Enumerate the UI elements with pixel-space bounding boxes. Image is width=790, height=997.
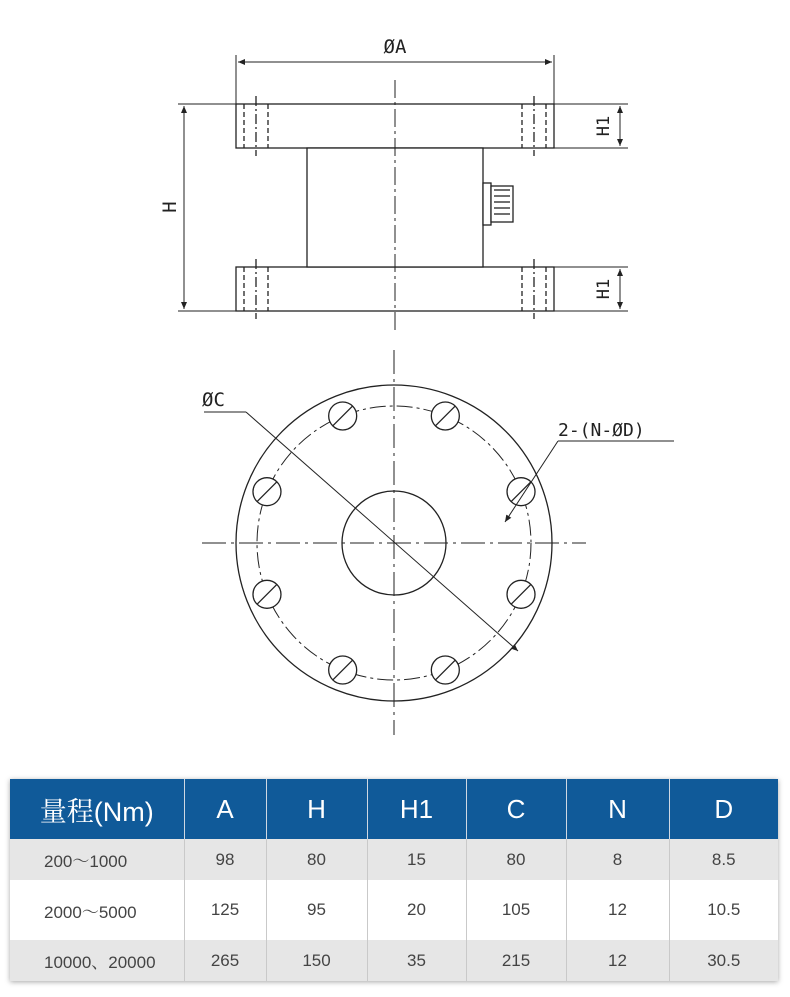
cell-range: 2000～5000 [10, 880, 184, 940]
cell-h1: 15 [367, 839, 466, 880]
table-row [10, 880, 778, 940]
cell-n: 12 [566, 880, 669, 940]
cell-a: 98 [184, 839, 266, 880]
header-h1: H1 [367, 779, 466, 839]
dim-h-label: H [159, 201, 181, 213]
header-range: 量程(Nm) [10, 779, 184, 839]
connector [483, 183, 513, 225]
cell-d: 30.5 [669, 940, 778, 981]
cell-range: 200～1000 [10, 839, 184, 880]
cell-d: 10.5 [669, 880, 778, 940]
dim-h1-top-label: H1 [594, 115, 614, 137]
cell-n: 8 [566, 839, 669, 880]
header-h: H [266, 779, 367, 839]
cell-range: 10000、20000 [10, 940, 184, 981]
spec-table-container [10, 779, 778, 981]
dim-c-label: ØC [202, 389, 225, 411]
cell-a: 265 [184, 940, 266, 981]
table-row [10, 940, 778, 981]
cell-n: 12 [566, 940, 669, 981]
cell-h: 95 [266, 880, 367, 940]
dim-a-label: ØA [383, 36, 407, 58]
cell-c: 105 [466, 880, 566, 940]
header-a: A [184, 779, 266, 839]
cell-h1: 20 [367, 880, 466, 940]
spec-table [10, 779, 778, 981]
cell-c: 80 [466, 839, 566, 880]
dim-h1-bottom-label: H1 [594, 278, 614, 300]
top-view [202, 350, 674, 735]
side-view [178, 55, 628, 330]
hole-callout-label: 2-(N-ØD) [558, 420, 645, 441]
header-c: C [466, 779, 566, 839]
cell-a: 125 [184, 880, 266, 940]
cell-h: 80 [266, 839, 367, 880]
cell-d: 8.5 [669, 839, 778, 880]
header-d: D [669, 779, 778, 839]
cell-c: 215 [466, 940, 566, 981]
header-n: N [566, 779, 669, 839]
table-row [10, 839, 778, 880]
cell-h1: 35 [367, 940, 466, 981]
cell-h: 150 [266, 940, 367, 981]
table-header-row [10, 779, 778, 839]
